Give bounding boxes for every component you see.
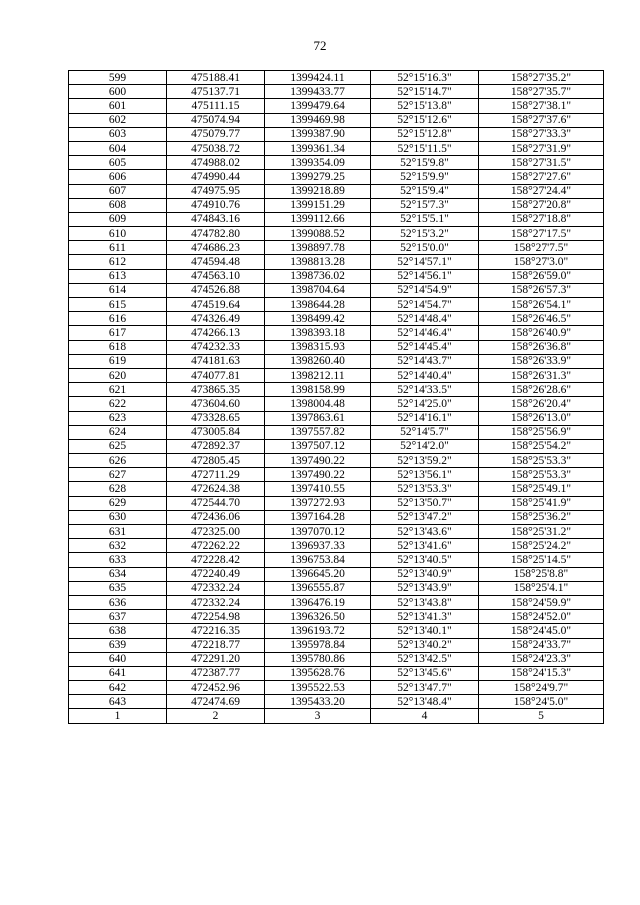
table-row (69, 340, 604, 354)
x-coordinate-cell: 472325.00 (167, 525, 265, 539)
point-number-cell: 621 (69, 383, 167, 397)
table-row (69, 127, 604, 141)
point-number-cell: 616 (69, 312, 167, 326)
table-row (69, 85, 604, 99)
longitude-cell: 158°26'13.0" (479, 411, 604, 425)
point-number-cell: 617 (69, 326, 167, 340)
longitude-cell: 158°25'4.1" (479, 581, 604, 595)
y-coordinate-cell: 1395780.86 (265, 652, 371, 666)
latitude-cell: 52°14'48.4" (371, 312, 479, 326)
x-coordinate-cell: 473328.65 (167, 411, 265, 425)
coordinates-table-body (69, 71, 604, 724)
latitude-cell: 52°14'33.5" (371, 383, 479, 397)
table-row (69, 326, 604, 340)
point-number-cell: 622 (69, 397, 167, 411)
x-coordinate-cell: 472262.22 (167, 539, 265, 553)
y-coordinate-cell: 1396753.84 (265, 553, 371, 567)
longitude-cell: 158°26'31.3" (479, 368, 604, 382)
longitude-cell: 158°25'36.2" (479, 510, 604, 524)
x-coordinate-cell: 474077.81 (167, 368, 265, 382)
latitude-cell: 52°13'56.1" (371, 468, 479, 482)
longitude-cell: 158°26'57.3" (479, 283, 604, 297)
point-number-cell: 637 (69, 610, 167, 624)
y-coordinate-cell: 1399218.89 (265, 184, 371, 198)
longitude-cell: 158°24'45.0" (479, 624, 604, 638)
latitude-cell: 52°13'40.5" (371, 553, 479, 567)
longitude-cell: 158°27'7.5" (479, 241, 604, 255)
y-coordinate-cell: 1397490.22 (265, 468, 371, 482)
x-coordinate-cell: 475074.94 (167, 113, 265, 127)
y-coordinate-cell: 1399361.34 (265, 141, 371, 155)
x-coordinate-cell: 474181.63 (167, 354, 265, 368)
longitude-cell: 158°24'52.0" (479, 610, 604, 624)
table-row (69, 170, 604, 184)
longitude-cell: 158°25'53.3" (479, 454, 604, 468)
y-coordinate-cell: 1397164.28 (265, 510, 371, 524)
y-coordinate-cell: 1397863.61 (265, 411, 371, 425)
y-coordinate-cell: 1398212.11 (265, 368, 371, 382)
x-coordinate-cell: 474843.16 (167, 212, 265, 226)
x-coordinate-cell: 475111.15 (167, 99, 265, 113)
latitude-cell: 52°13'40.1" (371, 624, 479, 638)
point-number-cell: 633 (69, 553, 167, 567)
longitude-cell: 158°26'36.8" (479, 340, 604, 354)
table-row (69, 397, 604, 411)
latitude-cell: 52°14'25.0" (371, 397, 479, 411)
x-coordinate-cell: 472892.37 (167, 439, 265, 453)
table-row (69, 255, 604, 269)
longitude-cell: 158°27'31.5" (479, 156, 604, 170)
table-row (69, 496, 604, 510)
x-coordinate-cell: 474988.02 (167, 156, 265, 170)
latitude-cell: 52°13'42.5" (371, 652, 479, 666)
y-coordinate-cell: 1396555.87 (265, 581, 371, 595)
table-row (69, 283, 604, 297)
longitude-cell: 158°25'54.2" (479, 439, 604, 453)
coordinates-table (68, 70, 604, 724)
point-number-cell: 635 (69, 581, 167, 595)
x-coordinate-cell: 472711.29 (167, 468, 265, 482)
point-number-cell: 607 (69, 184, 167, 198)
latitude-cell: 52°13'53.3" (371, 482, 479, 496)
point-number-cell: 630 (69, 510, 167, 524)
x-coordinate-cell: 474686.23 (167, 241, 265, 255)
table-row (69, 241, 604, 255)
x-coordinate-cell: 473604.60 (167, 397, 265, 411)
x-coordinate-cell: 472544.70 (167, 496, 265, 510)
x-coordinate-cell: 472805.45 (167, 454, 265, 468)
x-coordinate-cell: 472332.24 (167, 581, 265, 595)
x-coordinate-cell: 472452.96 (167, 681, 265, 695)
y-coordinate-cell: 1395522.53 (265, 681, 371, 695)
longitude-cell: 158°25'56.9" (479, 425, 604, 439)
point-number-cell: 618 (69, 340, 167, 354)
longitude-cell: 158°25'14.5" (479, 553, 604, 567)
table-row (69, 269, 604, 283)
y-coordinate-cell: 1398004.48 (265, 397, 371, 411)
latitude-cell: 52°13'40.9" (371, 567, 479, 581)
latitude-cell: 52°15'0.0" (371, 241, 479, 255)
point-number-cell: 603 (69, 127, 167, 141)
latitude-cell: 52°13'43.6" (371, 525, 479, 539)
x-coordinate-cell: 475038.72 (167, 141, 265, 155)
latitude-cell: 52°13'43.8" (371, 595, 479, 609)
point-number-cell: 642 (69, 681, 167, 695)
x-coordinate-cell: 472474.69 (167, 695, 265, 709)
column-number-cell: 2 (167, 709, 265, 724)
table-row (69, 553, 604, 567)
latitude-cell: 52°14'43.7" (371, 354, 479, 368)
longitude-cell: 158°24'5.0" (479, 695, 604, 709)
y-coordinate-cell: 1397507.12 (265, 439, 371, 453)
y-coordinate-cell: 1395433.20 (265, 695, 371, 709)
x-coordinate-cell: 472216.35 (167, 624, 265, 638)
latitude-cell: 52°15'9.9" (371, 170, 479, 184)
longitude-cell: 158°26'54.1" (479, 298, 604, 312)
y-coordinate-cell: 1398704.64 (265, 283, 371, 297)
point-number-cell: 626 (69, 454, 167, 468)
longitude-cell: 158°27'37.6" (479, 113, 604, 127)
point-number-cell: 624 (69, 425, 167, 439)
latitude-cell: 52°13'59.2" (371, 454, 479, 468)
point-number-cell: 628 (69, 482, 167, 496)
longitude-cell: 158°25'31.2" (479, 525, 604, 539)
point-number-cell: 638 (69, 624, 167, 638)
table-row (69, 141, 604, 155)
y-coordinate-cell: 1396937.33 (265, 539, 371, 553)
latitude-cell: 52°14'40.4" (371, 368, 479, 382)
x-coordinate-cell: 472291.20 (167, 652, 265, 666)
point-number-cell: 639 (69, 638, 167, 652)
table-row (69, 454, 604, 468)
y-coordinate-cell: 1399469.98 (265, 113, 371, 127)
longitude-cell: 158°24'59.9" (479, 595, 604, 609)
y-coordinate-cell: 1399387.90 (265, 127, 371, 141)
latitude-cell: 52°13'48.4" (371, 695, 479, 709)
y-coordinate-cell: 1398315.93 (265, 340, 371, 354)
latitude-cell: 52°14'46.4" (371, 326, 479, 340)
point-number-cell: 612 (69, 255, 167, 269)
column-number-cell: 4 (371, 709, 479, 724)
point-number-cell: 623 (69, 411, 167, 425)
latitude-cell: 52°15'14.7" (371, 85, 479, 99)
latitude-cell: 52°13'41.3" (371, 610, 479, 624)
y-coordinate-cell: 1399279.25 (265, 170, 371, 184)
latitude-cell: 52°15'11.5" (371, 141, 479, 155)
x-coordinate-cell: 472254.98 (167, 610, 265, 624)
y-coordinate-cell: 1396326.50 (265, 610, 371, 624)
y-coordinate-cell: 1398736.02 (265, 269, 371, 283)
longitude-cell: 158°24'23.3" (479, 652, 604, 666)
longitude-cell: 158°24'9.7" (479, 681, 604, 695)
column-number-cell: 3 (265, 709, 371, 724)
longitude-cell: 158°27'33.3" (479, 127, 604, 141)
point-number-cell: 601 (69, 99, 167, 113)
latitude-cell: 52°13'47.2" (371, 510, 479, 524)
longitude-cell: 158°25'49.1" (479, 482, 604, 496)
column-number-cell: 5 (479, 709, 604, 724)
point-number-cell: 615 (69, 298, 167, 312)
x-coordinate-cell: 472436.06 (167, 510, 265, 524)
y-coordinate-cell: 1397557.82 (265, 425, 371, 439)
longitude-cell: 158°27'35.7" (479, 85, 604, 99)
y-coordinate-cell: 1398260.40 (265, 354, 371, 368)
latitude-cell: 52°15'9.8" (371, 156, 479, 170)
x-coordinate-cell: 472387.77 (167, 666, 265, 680)
latitude-cell: 52°14'45.4" (371, 340, 479, 354)
point-number-cell: 602 (69, 113, 167, 127)
point-number-cell: 610 (69, 227, 167, 241)
column-number-cell: 1 (69, 709, 167, 724)
y-coordinate-cell: 1396476.19 (265, 595, 371, 609)
latitude-cell: 52°14'5.7" (371, 425, 479, 439)
longitude-cell: 158°27'17.5" (479, 227, 604, 241)
point-number-cell: 608 (69, 198, 167, 212)
y-coordinate-cell: 1396193.72 (265, 624, 371, 638)
longitude-cell: 158°26'33.9" (479, 354, 604, 368)
x-coordinate-cell: 474782.80 (167, 227, 265, 241)
longitude-cell: 158°26'20.4" (479, 397, 604, 411)
latitude-cell: 52°14'56.1" (371, 269, 479, 283)
table-row (69, 567, 604, 581)
latitude-cell: 52°15'13.8" (371, 99, 479, 113)
y-coordinate-cell: 1398393.18 (265, 326, 371, 340)
table-row (69, 681, 604, 695)
point-number-cell: 643 (69, 695, 167, 709)
latitude-cell: 52°15'7.3" (371, 198, 479, 212)
column-number-row (69, 709, 604, 724)
longitude-cell: 158°27'3.0" (479, 255, 604, 269)
y-coordinate-cell: 1397070.12 (265, 525, 371, 539)
point-number-cell: 600 (69, 85, 167, 99)
x-coordinate-cell: 472228.42 (167, 553, 265, 567)
point-number-cell: 632 (69, 539, 167, 553)
point-number-cell: 636 (69, 595, 167, 609)
x-coordinate-cell: 474266.13 (167, 326, 265, 340)
x-coordinate-cell: 474975.95 (167, 184, 265, 198)
point-number-cell: 631 (69, 525, 167, 539)
longitude-cell: 158°27'27.6" (479, 170, 604, 184)
y-coordinate-cell: 1398897.78 (265, 241, 371, 255)
longitude-cell: 158°26'40.9" (479, 326, 604, 340)
y-coordinate-cell: 1399112.66 (265, 212, 371, 226)
y-coordinate-cell: 1398813.28 (265, 255, 371, 269)
table-row (69, 652, 604, 666)
point-number-cell: 606 (69, 170, 167, 184)
x-coordinate-cell: 475188.41 (167, 71, 265, 85)
x-coordinate-cell: 473865.35 (167, 383, 265, 397)
y-coordinate-cell: 1397490.22 (265, 454, 371, 468)
longitude-cell: 158°27'24.4" (479, 184, 604, 198)
point-number-cell: 634 (69, 567, 167, 581)
y-coordinate-cell: 1399479.64 (265, 99, 371, 113)
x-coordinate-cell: 474594.48 (167, 255, 265, 269)
longitude-cell: 158°27'18.8" (479, 212, 604, 226)
table-row (69, 482, 604, 496)
y-coordinate-cell: 1396645.20 (265, 567, 371, 581)
table-row (69, 99, 604, 113)
y-coordinate-cell: 1395978.84 (265, 638, 371, 652)
table-row (69, 298, 604, 312)
table-row (69, 539, 604, 553)
y-coordinate-cell: 1398158.99 (265, 383, 371, 397)
latitude-cell: 52°13'41.6" (371, 539, 479, 553)
point-number-cell: 629 (69, 496, 167, 510)
table-row (69, 71, 604, 85)
table-row (69, 411, 604, 425)
y-coordinate-cell: 1399424.11 (265, 71, 371, 85)
latitude-cell: 52°14'2.0" (371, 439, 479, 453)
x-coordinate-cell: 472332.24 (167, 595, 265, 609)
table-row (69, 468, 604, 482)
y-coordinate-cell: 1397410.55 (265, 482, 371, 496)
table-row (69, 624, 604, 638)
x-coordinate-cell: 472218.77 (167, 638, 265, 652)
x-coordinate-cell: 472624.38 (167, 482, 265, 496)
table-row (69, 383, 604, 397)
point-number-cell: 613 (69, 269, 167, 283)
latitude-cell: 52°13'45.6" (371, 666, 479, 680)
latitude-cell: 52°14'16.1" (371, 411, 479, 425)
x-coordinate-cell: 472240.49 (167, 567, 265, 581)
x-coordinate-cell: 473005.84 (167, 425, 265, 439)
longitude-cell: 158°27'38.1" (479, 99, 604, 113)
latitude-cell: 52°15'12.8" (371, 127, 479, 141)
table-row (69, 610, 604, 624)
x-coordinate-cell: 475079.77 (167, 127, 265, 141)
point-number-cell: 599 (69, 71, 167, 85)
x-coordinate-cell: 474232.33 (167, 340, 265, 354)
point-number-cell: 641 (69, 666, 167, 680)
latitude-cell: 52°13'47.7" (371, 681, 479, 695)
table-row (69, 595, 604, 609)
x-coordinate-cell: 474563.10 (167, 269, 265, 283)
point-number-cell: 605 (69, 156, 167, 170)
latitude-cell: 52°13'43.9" (371, 581, 479, 595)
longitude-cell: 158°25'24.2" (479, 539, 604, 553)
table-row (69, 198, 604, 212)
y-coordinate-cell: 1395628.76 (265, 666, 371, 680)
table-row (69, 184, 604, 198)
table-row (69, 312, 604, 326)
table-row (69, 638, 604, 652)
y-coordinate-cell: 1398644.28 (265, 298, 371, 312)
latitude-cell: 52°14'54.7" (371, 298, 479, 312)
table-row (69, 212, 604, 226)
latitude-cell: 52°15'16.3" (371, 71, 479, 85)
latitude-cell: 52°15'9.4" (371, 184, 479, 198)
table-row (69, 425, 604, 439)
latitude-cell: 52°13'50.7" (371, 496, 479, 510)
longitude-cell: 158°24'33.7" (479, 638, 604, 652)
table-row (69, 113, 604, 127)
longitude-cell: 158°27'20.8" (479, 198, 604, 212)
point-number-cell: 640 (69, 652, 167, 666)
table-row (69, 368, 604, 382)
y-coordinate-cell: 1399151.29 (265, 198, 371, 212)
table-row (69, 695, 604, 709)
longitude-cell: 158°26'59.0" (479, 269, 604, 283)
point-number-cell: 611 (69, 241, 167, 255)
y-coordinate-cell: 1399088.52 (265, 227, 371, 241)
page-number: 72 (313, 38, 327, 53)
x-coordinate-cell: 474990.44 (167, 170, 265, 184)
table-row (69, 525, 604, 539)
point-number-cell: 625 (69, 439, 167, 453)
longitude-cell: 158°26'46.5" (479, 312, 604, 326)
longitude-cell: 158°24'15.3" (479, 666, 604, 680)
longitude-cell: 158°25'8.8" (479, 567, 604, 581)
x-coordinate-cell: 474326.49 (167, 312, 265, 326)
point-number-cell: 620 (69, 368, 167, 382)
longitude-cell: 158°26'28.6" (479, 383, 604, 397)
point-number-cell: 614 (69, 283, 167, 297)
table-row (69, 666, 604, 680)
latitude-cell: 52°14'54.9" (371, 283, 479, 297)
latitude-cell: 52°13'40.2" (371, 638, 479, 652)
longitude-cell: 158°25'41.9" (479, 496, 604, 510)
y-coordinate-cell: 1399433.77 (265, 85, 371, 99)
point-number-cell: 619 (69, 354, 167, 368)
latitude-cell: 52°15'12.6" (371, 113, 479, 127)
x-coordinate-cell: 474910.76 (167, 198, 265, 212)
x-coordinate-cell: 474526.88 (167, 283, 265, 297)
point-number-cell: 609 (69, 212, 167, 226)
table-row (69, 227, 604, 241)
table-row (69, 156, 604, 170)
longitude-cell: 158°25'53.3" (479, 468, 604, 482)
table-row (69, 581, 604, 595)
x-coordinate-cell: 474519.64 (167, 298, 265, 312)
x-coordinate-cell: 475137.71 (167, 85, 265, 99)
latitude-cell: 52°15'5.1" (371, 212, 479, 226)
point-number-cell: 604 (69, 141, 167, 155)
table-row (69, 354, 604, 368)
longitude-cell: 158°27'31.9" (479, 141, 604, 155)
y-coordinate-cell: 1397272.93 (265, 496, 371, 510)
y-coordinate-cell: 1398499.42 (265, 312, 371, 326)
table-row (69, 510, 604, 524)
latitude-cell: 52°14'57.1" (371, 255, 479, 269)
longitude-cell: 158°27'35.2" (479, 71, 604, 85)
latitude-cell: 52°15'3.2" (371, 227, 479, 241)
table-row (69, 439, 604, 453)
point-number-cell: 627 (69, 468, 167, 482)
y-coordinate-cell: 1399354.09 (265, 156, 371, 170)
